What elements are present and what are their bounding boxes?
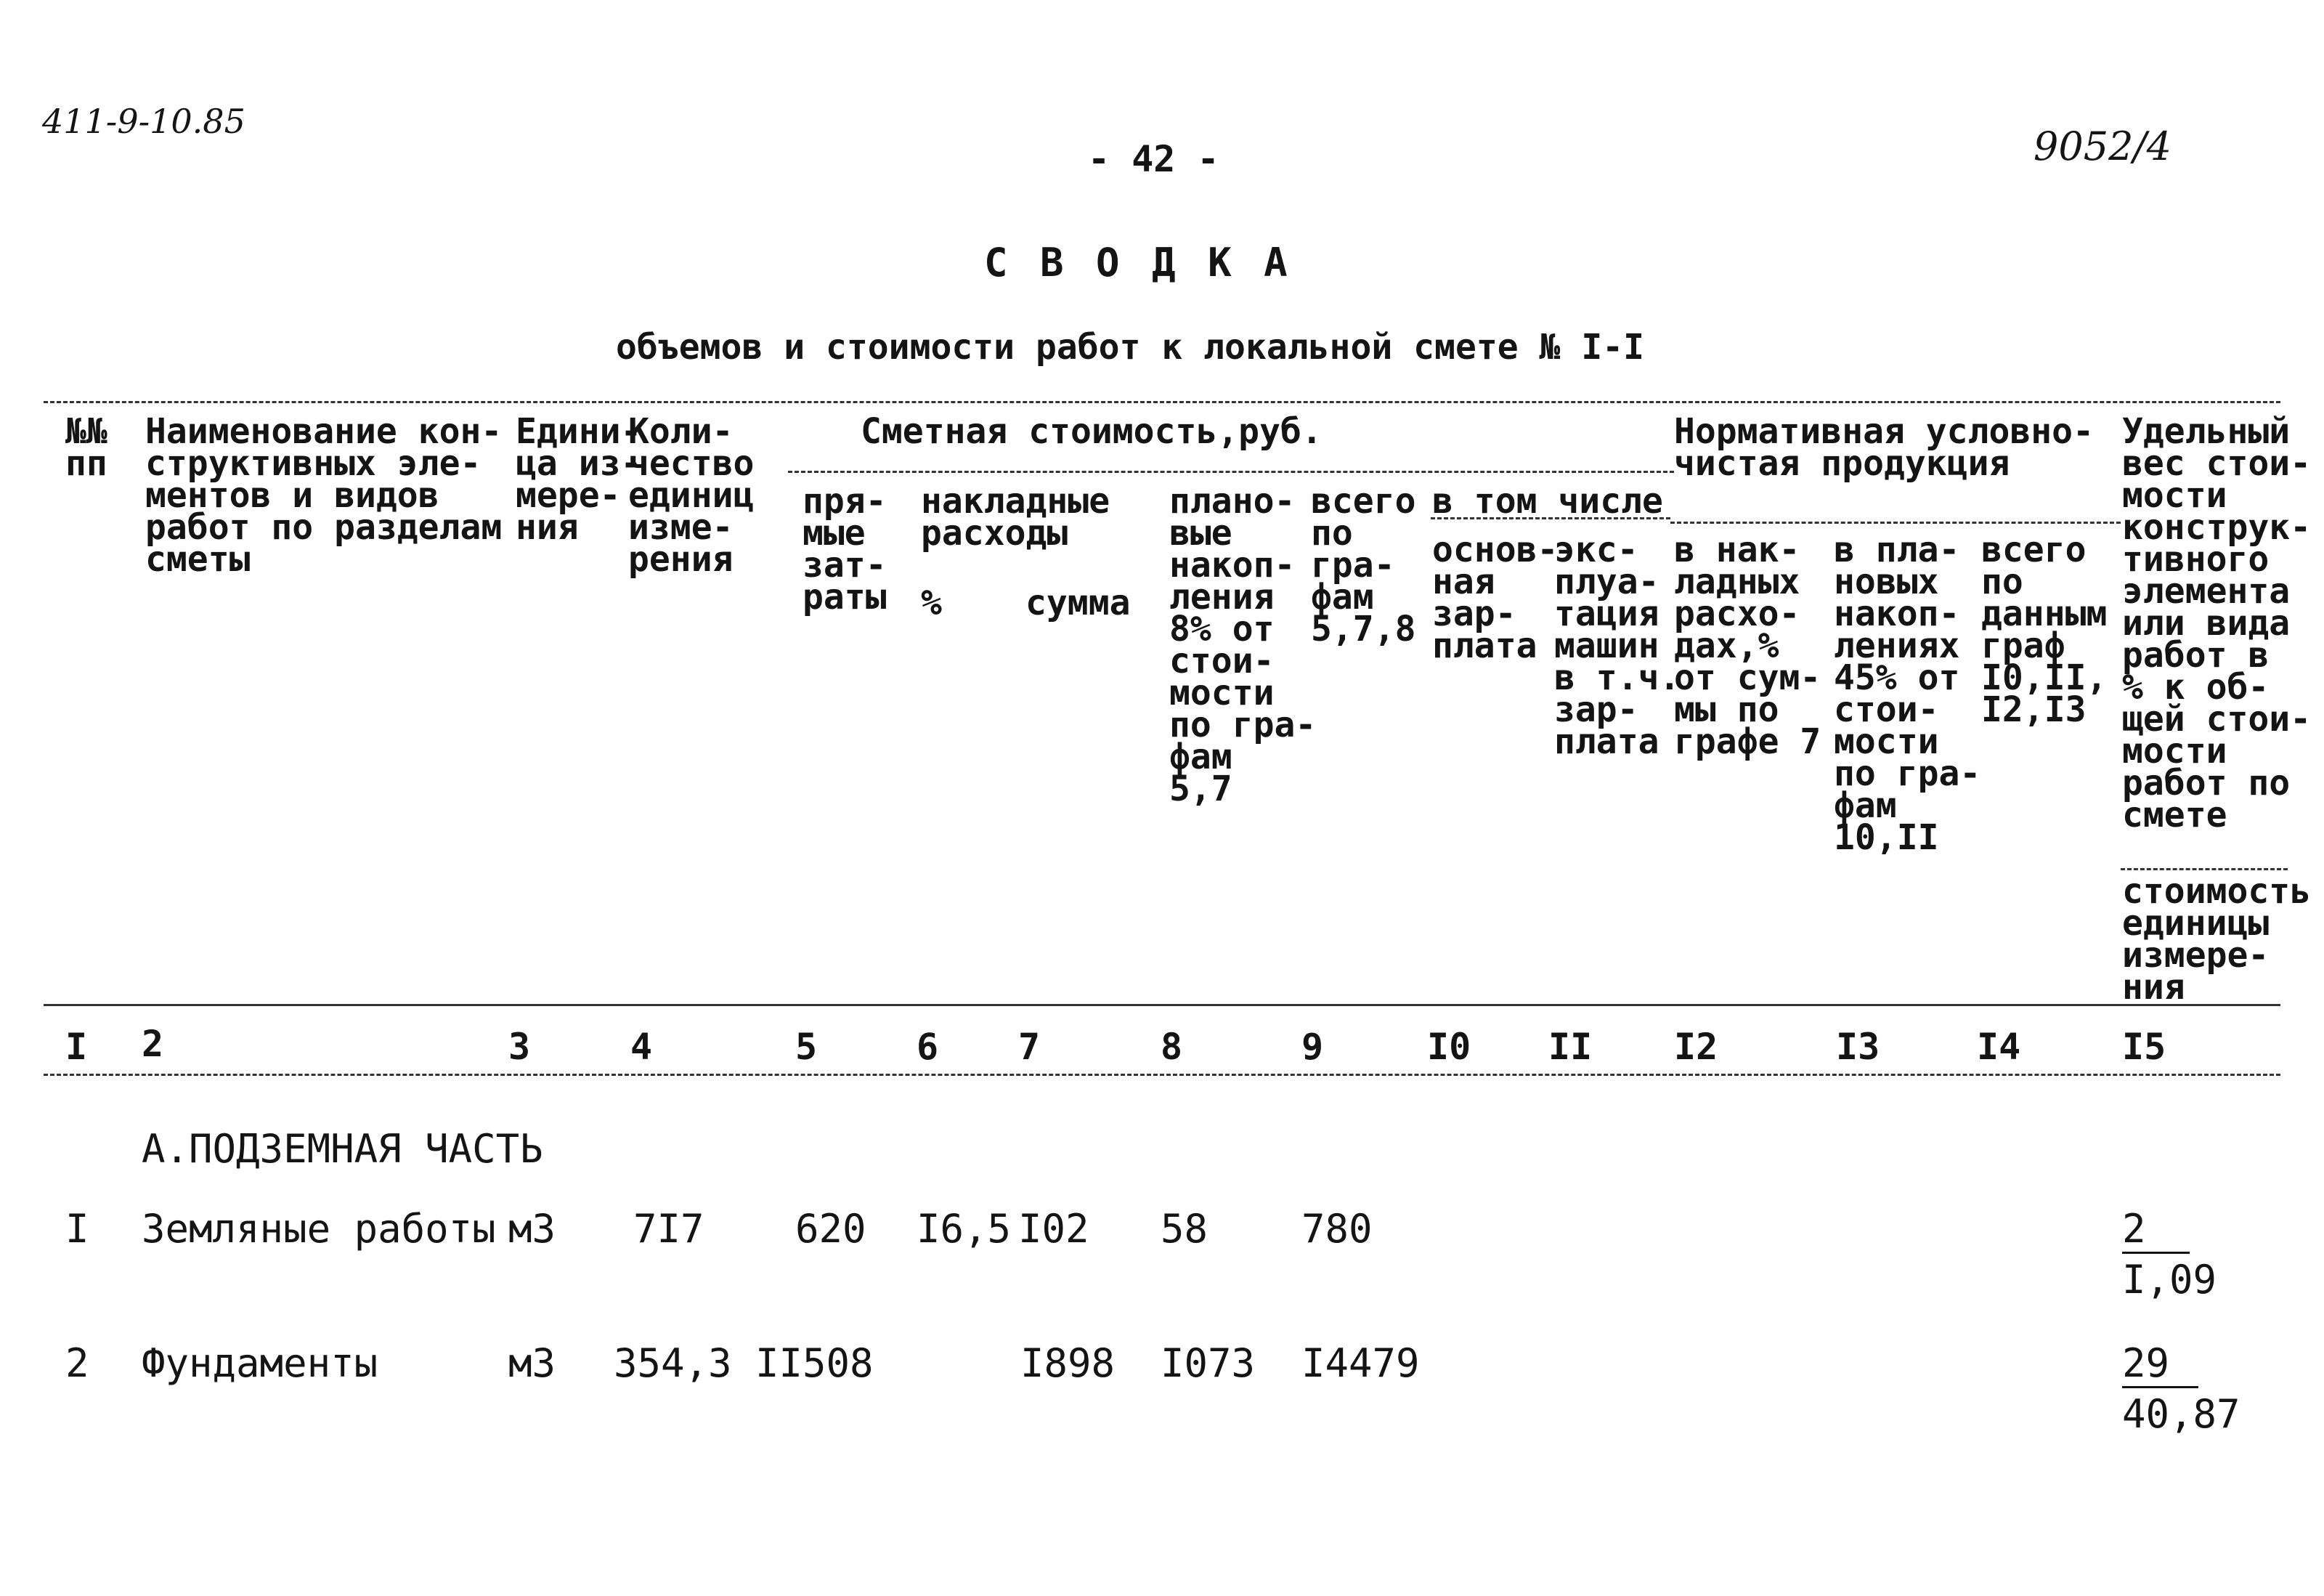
column-number: 2 — [142, 1023, 164, 1065]
page-number: - 42 - — [1088, 138, 1219, 180]
header-total: всего по гра- фам 5,7,8 — [1311, 481, 1416, 649]
header-overhead-sum: сумма — [1025, 583, 1131, 623]
column-number: 4 — [630, 1026, 653, 1068]
norm-group-rule — [1670, 522, 2121, 524]
header-overhead-percent: % — [921, 583, 942, 623]
column-number: I — [65, 1026, 88, 1068]
header-norm-total: всего по данным граф I0,II, I2,I3 — [1981, 530, 2108, 730]
header-cost-group: Сметная стоимость,руб. — [861, 411, 1323, 452]
row-planned-savings: 58 — [1161, 1206, 1208, 1252]
row-unit: м3 — [508, 1206, 556, 1252]
header-overhead-group: накладные расходы — [921, 481, 1110, 554]
unit-cost-rule — [2121, 868, 2288, 870]
table-top-rule — [44, 401, 2280, 403]
sheet-mark: 9052/4 — [2033, 123, 2171, 169]
header-unit-cost: стоимость единицы измере- ния — [2122, 871, 2312, 1008]
row-name: Фундаменты — [142, 1340, 378, 1386]
column-number: 9 — [1301, 1026, 1324, 1068]
column-number: I2 — [1674, 1026, 1718, 1068]
row-overhead-sum: I02 — [1018, 1206, 1089, 1252]
row-unit-cost: 40,87 — [2122, 1391, 2240, 1437]
cost-group-rule — [788, 471, 1674, 473]
document-title: С В О Д К А — [984, 240, 1292, 285]
column-number: I3 — [1836, 1026, 1880, 1068]
column-number: I5 — [2122, 1026, 2166, 1068]
column-number: I0 — [1427, 1026, 1471, 1068]
column-number: 8 — [1161, 1026, 1183, 1068]
column-numbers-rule — [44, 1074, 2280, 1076]
header-bottom-rule — [44, 1004, 2280, 1006]
column-number: I4 — [1977, 1026, 2021, 1068]
header-quantity: Коли- чество единиц изме- рения — [628, 411, 755, 580]
row-unit: м3 — [508, 1340, 556, 1386]
row-overhead-percent: I6,5 — [917, 1206, 1012, 1252]
row-total: I4479 — [1301, 1340, 1420, 1386]
header-norm-group: Нормативная условно- чистая продукция — [1674, 411, 2094, 484]
header-including-group: в том числе — [1432, 481, 1663, 522]
row-number: I — [65, 1206, 89, 1252]
header-specific-weight: Удельный вес стои- мости конструк- тивного элемента или вида работ в % к об- щей стои- мости работ по смете — [2122, 411, 2312, 835]
row-number: 2 — [65, 1340, 89, 1386]
header-norm-overhead: в нак- ладных расхо- дах,% от сум- мы по графе 7 — [1674, 530, 1821, 762]
row-quantity: 354,3 — [614, 1340, 732, 1386]
row-direct-costs: II508 — [755, 1340, 874, 1386]
header-unit: Едини- ца из- мере- ния — [516, 411, 642, 548]
header-machine-operation: экс- плуа- тация машин в т.ч. зар- плата — [1554, 530, 1681, 762]
document-code: 411-9-10.85 — [42, 102, 245, 141]
column-number: 3 — [508, 1026, 531, 1068]
column-number: 5 — [795, 1026, 818, 1068]
row-specific-weight: 29 — [2122, 1340, 2198, 1388]
row-direct-costs: 620 — [795, 1206, 866, 1252]
row-overhead-sum: I898 — [1020, 1340, 1116, 1386]
header-norm-planned: в пла- новых накоп- лениях 45% от стои- мости по гра- фам 10,II — [1834, 530, 1981, 858]
header-base-salary: основ- ная зар- плата — [1432, 530, 1559, 666]
row-total: 780 — [1301, 1206, 1373, 1252]
row-unit-cost: I,09 — [2122, 1257, 2217, 1303]
header-element-name: Наименование кон- структивных эле- ментов и видов работ по разделам сметы — [145, 411, 503, 580]
header-planned-savings: плано- вые накоп- ления 8% от стои- мости по гра- фам 5,7 — [1169, 481, 1317, 809]
row-specific-weight: 2 — [2122, 1206, 2190, 1254]
document-subtitle: объемов и стоимости работ к локальной смете № I-I — [616, 327, 1645, 368]
table-row — [0, 1340, 2324, 1435]
row-quantity: 7I7 — [633, 1206, 704, 1252]
row-name: Земляные работы — [142, 1206, 496, 1252]
header-direct-costs: пря- мые зат- раты — [803, 481, 887, 617]
table-row — [0, 1206, 2324, 1303]
section-title: А.ПОДЗЕМНАЯ ЧАСТЬ — [142, 1126, 543, 1172]
header-number: №№ пп — [65, 411, 107, 484]
column-number: 6 — [917, 1026, 939, 1068]
column-number: II — [1548, 1026, 1593, 1068]
row-planned-savings: I073 — [1161, 1340, 1256, 1386]
column-number: 7 — [1018, 1026, 1041, 1068]
